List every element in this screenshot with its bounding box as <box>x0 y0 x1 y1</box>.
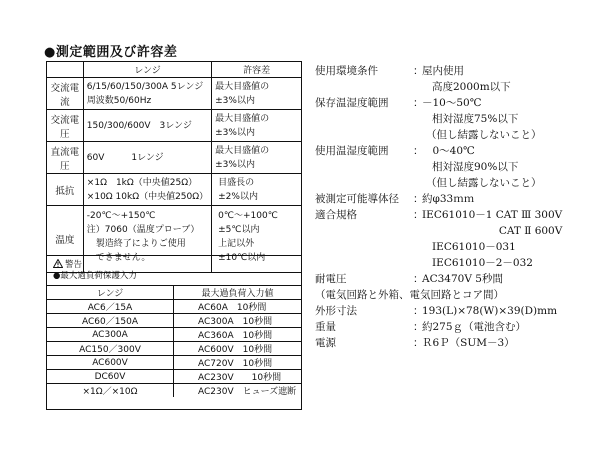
spec-value: 約275ｇ（電池含む） <box>422 321 527 333</box>
overload-value: AC600V 10秒間 <box>174 342 302 356</box>
warning-title: 警告 <box>65 260 83 270</box>
spec-line-operating <box>315 143 597 159</box>
spec-category: 抵抗 <box>47 174 84 206</box>
overload-value: AC60A 10秒間 <box>174 300 302 314</box>
spec-row-ac-current <box>47 78 302 110</box>
spec-table-header <box>47 62 302 78</box>
spec-value: 0～40℃ <box>422 145 475 157</box>
header-tolerance: 許容差 <box>212 62 302 78</box>
spec-label: 使用環境条件 <box>315 65 378 77</box>
spec-value: CAT Ⅱ 600V <box>422 225 563 237</box>
tolerance-line: 最大目盛値の <box>215 81 270 92</box>
range-line: ×10Ω 10kΩ（中央値250Ω） <box>86 191 209 202</box>
spec-value: Ｒ6Ｐ（SUM－3） <box>422 337 515 349</box>
warning-subtitle: ●最大過負荷保護入力 <box>53 271 137 281</box>
tolerance-line: 最大目盛値の <box>215 113 270 124</box>
spec-value: IEC61010－1 CAT Ⅲ 300V <box>422 209 563 221</box>
spec-category: 交流電流 <box>47 78 84 110</box>
overload-range: AC150／300V <box>47 342 174 356</box>
spec-tolerance <box>212 174 302 206</box>
range-note: 注）7060（温度プローブ） <box>86 225 200 235</box>
header-blank <box>47 62 84 78</box>
spec-label: 保存温湿度範囲 <box>315 97 389 109</box>
overload-row <box>47 384 302 398</box>
spec-line-continued <box>315 239 597 255</box>
spec-value: 約φ33ｍｍ <box>422 193 475 205</box>
spec-colon: ： <box>413 209 424 221</box>
spec-tolerance <box>212 142 302 174</box>
spec-value: 高度2000m以下 <box>432 81 511 93</box>
range-line: 150/300/600V 3レンジ <box>86 120 192 131</box>
range-line: 6/15/60/150/300A 5レンジ <box>86 81 204 92</box>
spec-line-standards <box>315 207 597 223</box>
spec-range <box>83 110 211 142</box>
range-line: -20℃～+150℃ <box>86 211 156 221</box>
spec-value: 相対湿度90%以下 <box>432 161 519 173</box>
overload-row <box>47 342 302 356</box>
spec-table <box>46 61 302 273</box>
spec-line-continued <box>315 79 597 95</box>
range-line: 周波数50/60Hz <box>86 95 152 106</box>
section-title: ●測定範囲及び許容差 <box>44 45 178 60</box>
overload-table <box>46 285 302 397</box>
tolerance-line: ±2%以内 <box>218 191 258 202</box>
tolerance-line: 0℃～+100℃ <box>218 211 278 221</box>
overload-row <box>47 356 302 370</box>
spec-colon: ： <box>413 193 424 205</box>
spec-line-withstand <box>315 271 597 287</box>
overload-range: AC6／15A <box>47 300 174 314</box>
overload-value: AC230V ヒューズ遮断 <box>174 384 302 398</box>
spec-colon: ： <box>413 97 424 109</box>
spec-value: AC3470V 5秒間 <box>422 273 503 285</box>
spec-label: 外形寸法 <box>315 305 357 317</box>
overload-range: AC600V <box>47 356 174 370</box>
spec-value: 相対湿度75%以下 <box>432 113 519 125</box>
spec-tolerance <box>212 110 302 142</box>
spec-label: 適合規格 <box>315 209 357 221</box>
tolerance-line: 目盛長の <box>218 177 255 188</box>
overload-row <box>47 314 302 328</box>
spec-row-ac-voltage <box>47 110 302 142</box>
spec-value: IEC61010－2－032 <box>432 257 533 269</box>
spec-value: IEC61010－031 <box>432 241 516 253</box>
range-line: 60V 1レンジ <box>86 152 164 163</box>
range-note: できません。 <box>86 253 151 263</box>
tolerance-line: ±5℃以内 <box>218 225 260 235</box>
overload-value: AC720V 10秒間 <box>174 356 302 370</box>
spec-line-power <box>315 335 597 351</box>
spec-value: （但し結露しないこと） <box>426 177 542 189</box>
overload-row <box>47 328 302 342</box>
spec-line-continued <box>315 255 597 271</box>
spec-row-dc-voltage <box>47 142 302 174</box>
spec-range <box>83 174 211 206</box>
spec-value: （但し結露しないこと） <box>426 129 542 141</box>
spec-line-continued <box>315 159 597 175</box>
spec-category: 直流電圧 <box>47 142 84 174</box>
overload-range: ×1Ω／×10Ω <box>47 384 174 398</box>
overload-range: AC60／150A <box>47 314 174 328</box>
overload-range: DC60V <box>47 370 174 384</box>
spec-colon: ： <box>413 321 424 333</box>
overload-value: AC230V 10秒間 <box>174 370 302 384</box>
spec-line-weight <box>315 319 597 335</box>
spec-line-storage <box>315 95 597 111</box>
spec-line-continued <box>315 127 597 143</box>
overload-header-max: 最大過負荷入力値 <box>174 286 302 300</box>
tolerance-line: 上記以外 <box>218 239 255 249</box>
tolerance-line: 最大目盛値の <box>215 145 270 156</box>
spec-value: 屋内使用 <box>422 65 464 77</box>
spec-category: 温度 <box>47 206 84 273</box>
spec-label: 被測定可能導体径 <box>315 193 399 205</box>
spec-label: （電気回路と外箱、電気回路とコア間） <box>315 289 504 301</box>
overload-row <box>47 370 302 384</box>
tolerance-line: ±10℃以内 <box>218 253 266 263</box>
overload-row <box>47 300 302 314</box>
tolerance-line: ±3%以内 <box>215 159 255 170</box>
spec-row-resistance <box>47 174 302 206</box>
overload-range: AC300A <box>47 328 174 342</box>
spec-colon: ： <box>413 337 424 349</box>
overload-value: AC360A 10秒間 <box>174 328 302 342</box>
spec-line-environment <box>315 63 597 79</box>
warning-box <box>46 255 302 410</box>
spec-value: 193(L)×78(W)×39(D)mm <box>422 305 558 317</box>
overload-value: AC300A 10秒間 <box>174 314 302 328</box>
spec-label: 電源 <box>315 337 336 349</box>
overload-header-range: レンジ <box>47 286 174 300</box>
overload-header <box>47 286 302 300</box>
warning-heading <box>47 256 301 282</box>
spec-line-withstand-note <box>315 287 597 303</box>
tolerance-line: ±3%以内 <box>215 127 255 138</box>
range-line: ×1Ω 1kΩ（中央値25Ω） <box>86 177 198 188</box>
spec-category: 交流電圧 <box>47 110 84 142</box>
spec-label: 重量 <box>315 321 336 333</box>
range-note: 製造終了によりご使用 <box>86 239 186 249</box>
tolerance-line: ±3%以内 <box>215 95 255 106</box>
spec-line-continued <box>315 111 597 127</box>
spec-label: 使用温湿度範囲 <box>315 145 389 157</box>
spec-line-conductor <box>315 191 597 207</box>
spec-line-continued <box>315 175 597 191</box>
spec-label: 耐電圧 <box>315 273 347 285</box>
general-specs <box>315 63 597 351</box>
spec-range <box>83 142 211 174</box>
spec-line-continued <box>315 223 597 239</box>
spec-colon: ： <box>413 145 424 157</box>
header-range: レンジ <box>83 62 211 78</box>
warning-triangle-icon <box>53 259 63 268</box>
spec-colon: ： <box>413 273 424 285</box>
spec-value: －10～50℃ <box>422 97 482 109</box>
spec-line-dimensions <box>315 303 597 319</box>
spec-colon: ： <box>413 305 424 317</box>
spec-tolerance <box>212 78 302 110</box>
spec-range <box>83 78 211 110</box>
spec-colon: ： <box>413 65 424 77</box>
